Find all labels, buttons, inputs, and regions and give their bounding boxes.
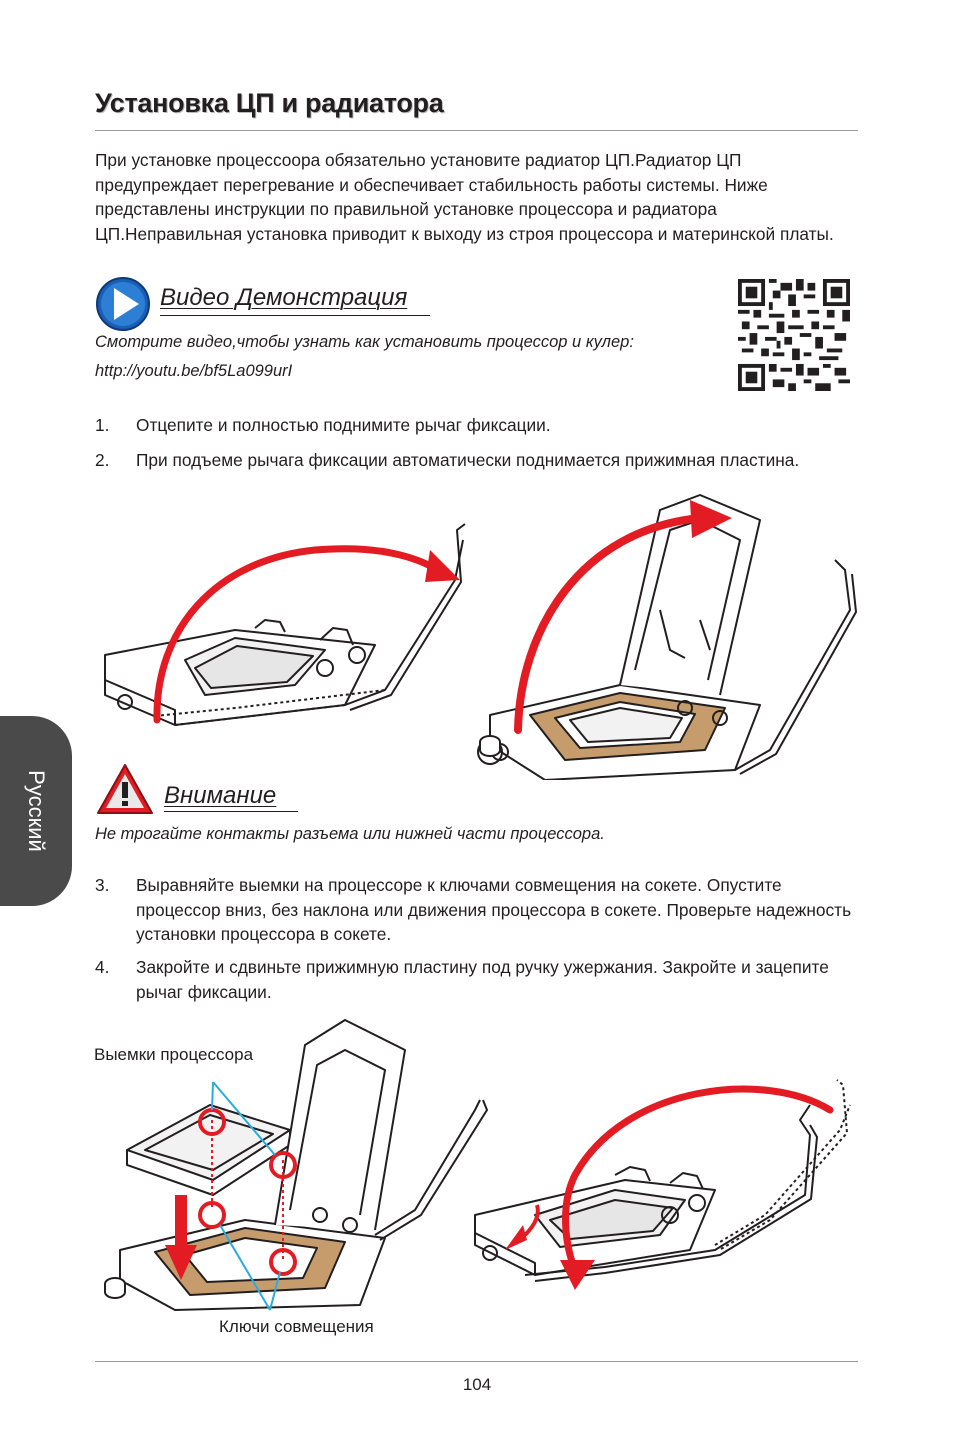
step-text: Выравняйте выемки на процессоре к ключами совмещения на сокете. Опустите процессор вниз, без наклона или движения процессора в сокете. Проверьте надежность установки процессора в сокете. (136, 875, 852, 944)
warning-icon (95, 762, 155, 816)
warning-heading: Внимание (164, 782, 277, 809)
warning-text: Не трогайте контакты разъема или нижней части процессора. (95, 825, 605, 843)
step-text: Закройте и сдвиньте прижимную пластину под ручку ужержания. Закройте и зацепите рычаг фиксации. (136, 957, 829, 1002)
alignment-keys-label: Ключи совмещения (219, 1317, 374, 1336)
side-tab-label: Русский (24, 770, 49, 852)
intro-paragraph: При установке процессоора обязательно установите радиатор ЦП.Радиатор ЦП предупреждает перегревание и обеспечивает стабильность работы системы. Ниже представлены инструкции по правильной установке процессора и радиатора ЦП.Неправильная установка приводит к выходу из строя процессора и материнской платы. (95, 150, 834, 244)
qr-code-icon (738, 279, 850, 391)
page-title: Установка ЦП и радиатора (95, 88, 444, 118)
step-number: 1. (95, 415, 110, 435)
page-number: 104 (462, 1375, 492, 1394)
socket-closing-illustration (465, 1075, 860, 1295)
video-heading-underline (160, 315, 430, 316)
step-number: 4. (95, 957, 110, 977)
video-link[interactable]: http://youtu.be/bf5La099urI (95, 362, 293, 380)
title-divider (95, 130, 858, 131)
warning-heading-underline (164, 811, 298, 812)
video-heading: Видео Демонстрация (160, 284, 408, 311)
play-icon (95, 276, 151, 332)
cpu-placement-illustration (95, 1010, 505, 1315)
footer-divider (95, 1361, 858, 1362)
socket-lever-illustration (95, 520, 475, 740)
language-side-tab (0, 716, 72, 906)
video-text: Смотрите видео,чтобы узнать как установить процессор и кулер: (95, 333, 634, 351)
step-number: 3. (95, 875, 110, 895)
step-text: При подъеме рычага фиксации автоматически поднимается прижимная пластина. (136, 450, 800, 470)
step-text: Отцепите и полностью поднимите рычаг фиксации. (136, 415, 551, 435)
cpu-notches-label: Выемки процессора (94, 1045, 254, 1064)
socket-open-illustration (470, 490, 865, 780)
step-number: 2. (95, 450, 110, 470)
